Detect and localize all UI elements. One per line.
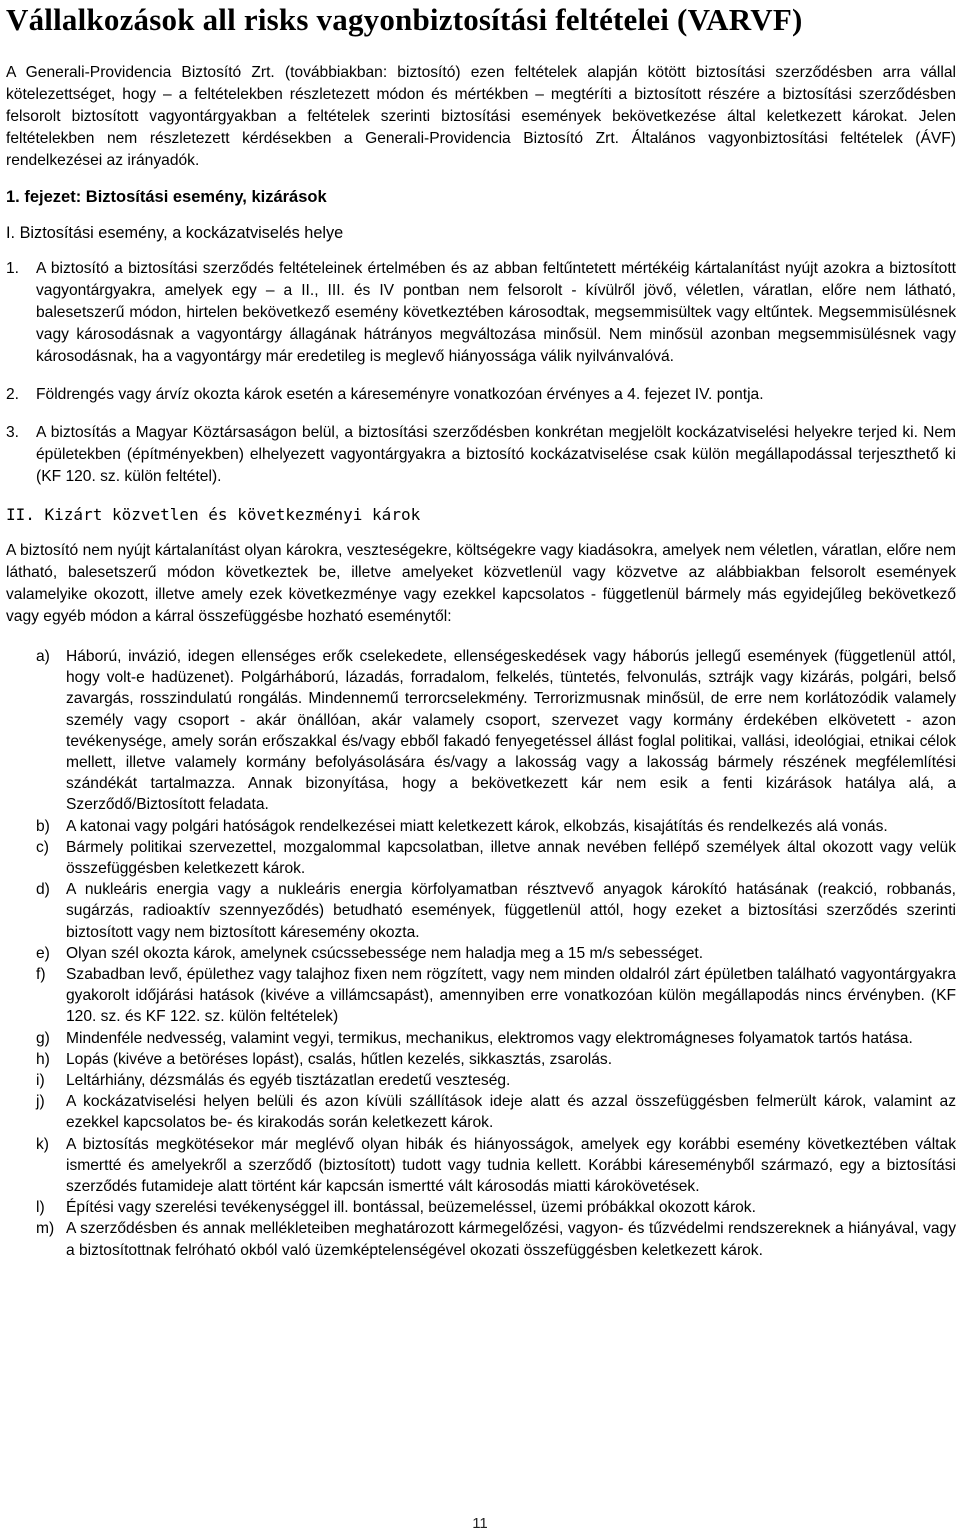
list-item	[36, 879, 956, 943]
list-item-text: A biztosítás megkötésekor már meglévő olyan hibák és hiányosságok, amelyek egy korábbi esemény következtében váltak ismertté és amelyekről a szerződő (biztosított) tudott vagy tudnia kellett. Korábbi káreseményből származó, egy a biztosítási szerződés futamideje alatt történt kár kapcsán ismertté vált károsodás miatti károkövetések.	[66, 1135, 956, 1196]
list-item-label: j)	[36, 1093, 45, 1111]
numbered-item	[6, 384, 956, 406]
list-item	[36, 1028, 956, 1049]
list-item-text: A szerződésben és annak mellékleteiben meghatározott kármegelőzési, vagyon- és tűzvédelmi rendszereknek a hiányával, vagy a biztosítottnak felróható okból való üzemképtelenségével okozati összefüggésben keletkezett károk.	[66, 1220, 956, 1259]
document-title: Vállalkozások all risks vagyonbiztosítási feltételei (VARVF)	[6, 2, 803, 37]
list-item-text: Bármely politikai szervezettel, mozgalommal kapcsolatban, illetve annak nevében fellépő személyek által okozott vagy velük összefüggésben keletkezett károk.	[66, 838, 956, 878]
list-item-text: A kockázatviselési helyen belüli és azon kívüli szállítások ideje alatt és azzal összefüggésben felmerült károk, valamint az ezekkel kapcsolatos be- és kirakodás során keletkezett károk.	[66, 1093, 956, 1132]
list-item-text: Olyan szél okozta károk, amelynek csúcssebessége nem haladja meg a 15 m/s sebességet.	[66, 944, 704, 962]
list-item	[36, 837, 956, 879]
list-item-text: Mindenféle nedvesség, valamint vegyi, termikus, mechanikus, elektromos vagy elektromágneses folyamatok tartós hatása.	[66, 1029, 913, 1047]
section-2-paragraph: A biztosító nem nyújt kártalanítást olyan károkra, veszteségekre, költségekre vagy kiadásokra, amelyek nem véletlen, váratlan, előre nem látható, balesetszerű módon következtek be, illetve amelyeket közvetlenül vagy közvetve az alábbiakban felsorolt események valamelyike okozott, illetve amely ezek következménye vagy ezekkel kapcsolatos - függetlenül bármely más egyidejűleg bekövetkező vagy egyéb módon a kárral összefüggésbe hozható eseménytől:	[6, 542, 956, 625]
list-item	[36, 646, 956, 816]
list-item	[36, 1070, 956, 1091]
list-item-label: d)	[36, 881, 50, 899]
item-text: A biztosító a biztosítási szerződés feltételeinek értelmében és az abban feltűntetett mértékéig kártalanítást nyújt azokra a biztosított vagyontárgyakra, amelyek egy – a II., III. és IV pontban nem felsorolt - kívülről jövő, véletlen, váratlan, előre nem látható, balesetszerű módon, hirtelen bekövetkező esemény következtében károsodtak, megsemmisültek vagy eltűntek. Megsemmisülésnek vagy károsodásnak a vagyontárgy állagának hátrányos megváltozása minősül. Nem minősül azonban megsemmisülésnek vagy károsodásnak, ha a vagyontárgy már eredetileg is meglevő hiányossága válik nyilvánvalóvá.	[36, 260, 956, 365]
item-number: 3.	[6, 424, 20, 441]
item-text: Földrengés vagy árvíz okozta károk esetén a káreseményre vonatkozóan érvényes a 4. fejezet IV. pontja.	[36, 386, 764, 403]
list-item-label: k)	[36, 1135, 49, 1153]
exclusion-list	[36, 646, 956, 1261]
list-item-label: b)	[36, 817, 50, 835]
list-item-text: Építési vagy szerelési tevékenységgel ill. bontással, beüzemeléssel, üzemi próbákkal okozott károk.	[66, 1199, 756, 1217]
list-item	[36, 1091, 956, 1133]
list-item	[36, 1218, 956, 1260]
list-item-label: c)	[36, 838, 49, 856]
list-item-label: a)	[36, 648, 50, 665]
section-heading-1: I. Biztosítási esemény, a kockázatviselés helye	[6, 224, 344, 242]
list-item-label: e)	[36, 944, 50, 962]
list-item-text: A katonai vagy polgári hatóságok rendelkezései miatt keletkezett károk, elkobzás, kisajátítás és rendelkezés alá vonás.	[66, 817, 888, 835]
page-number: 11	[472, 1515, 488, 1532]
item-number: 1.	[6, 260, 20, 277]
list-item	[36, 1049, 956, 1070]
chapter-heading: 1. fejezet: Biztosítási esemény, kizárások	[6, 188, 327, 206]
list-item-text: Szabadban levő, épülethez vagy talajhoz fixen nem rögzített, vagy nem minden oldalról zárt épületben található vagyontárgyakra gyakorolt időjárási hatások (kivéve a villámcsapást), amennyiben erre vonatkozóan külön megállapodás nincs érvényben. (KF 120. sz. és KF 122. sz. külön feltételek)	[66, 966, 956, 1026]
list-item-text: Lopás (kivéve a betöréses lopást), csalás, hűtlen kezelés, sikkasztás, zsarolás.	[66, 1050, 613, 1068]
list-item	[36, 964, 956, 1028]
numbered-item	[6, 258, 956, 368]
list-item-label: i)	[36, 1072, 45, 1090]
list-item-text: Leltárhiány, dézsmálás és egyéb tisztázatlan eredetű veszteség.	[66, 1072, 511, 1090]
item-text: A biztosítás a Magyar Köztársaságon belül, a biztosítási szerződésben konkrétan megjelölt kockázatviselési helyekre terjed ki. Nem épületekben (építményekben) elhelyezett vagyontárgyakra a biztosító kockázatviselése csak külön megállapodással terjeszthető ki (KF 120. sz. külön feltétel).	[36, 424, 956, 485]
item-number: 2.	[6, 386, 20, 403]
list-item-label: m)	[36, 1220, 55, 1238]
list-item-label: l)	[36, 1199, 45, 1217]
intro-paragraph: A Generali-Providencia Biztosító Zrt. (továbbiakban: biztosító) ezen feltételek alapján kötött biztosítási szerződésben arra vállal kötelezettséget, hogy – a feltételekben részletezett módon és mértékben – megtéríti a biztosított részére a biztosítási szerződésben felsorolt biztosított vagyontárgyakban a feltételek szerinti biztosítási események bekövetkezése által keletkezett károkat. Jelen feltételekben nem részletezett kérdésekben a Generali-Providencia Biztosító Zrt. Általános vagyonbiztosítási feltételek (ÁVF) rendelkezései az irányadók.	[6, 64, 956, 169]
list-item	[36, 943, 956, 964]
list-item-text: Háború, invázió, idegen ellenséges erők cselekedete, ellenségeskedések vagy háborús jellegű események (függetlenül attól, hogy volt-e hadüzenet). Polgárháború, lázadás, forradalom, felkelés, tüntetés, felvonulás, sztrájk vagy kizárás, polgári, belső zavargás, rosszindulatú rongálás. Mindennemű terrorcselekmény. Terrorizmusnak minősül, de erre nem korlátozódik valamely személy vagy csoport - akár önállóan, akár valamely csoport, szervezet vagy kormány érdekében elkövetett - azon tevékenysége, amely során erőszakkal és/vagy ebből fakadó fenyegetéssel állást foglal politikai, vallási, ideológiai, etnikai célok mellett, illetve valamely kormány befolyásolására és/vagy a lakosság vagy a lakosság bármely részének megfélemlítési szándékát tartalmazza. Annak bizonyítása, hogy a bekövetkezett kár nem esik a fenti kizárások hatálya alá, a Szerződő/Biztosított feladata.	[66, 648, 956, 814]
list-item	[36, 816, 956, 837]
list-item-text: A nukleáris energia vagy a nukleáris energia körfolyamatban résztvevő anyagok károkító hatásának (reakció, robbanás, sugárzás, radioaktív szennyeződés) betudható események, függetlenül attól, hogy ezeket a biztosítási szerződés szerinti biztosított vagy nem biztosított káresemény okozta.	[66, 881, 956, 941]
list-item-label: g)	[36, 1029, 50, 1047]
list-item-label: h)	[36, 1050, 50, 1068]
section-heading-2: II. Kizárt közvetlen és következményi károk	[6, 505, 421, 524]
numbered-item	[6, 422, 956, 488]
list-item	[36, 1134, 956, 1198]
list-item	[36, 1197, 956, 1218]
document-body	[6, 62, 956, 1261]
list-item-label: f)	[36, 966, 46, 984]
